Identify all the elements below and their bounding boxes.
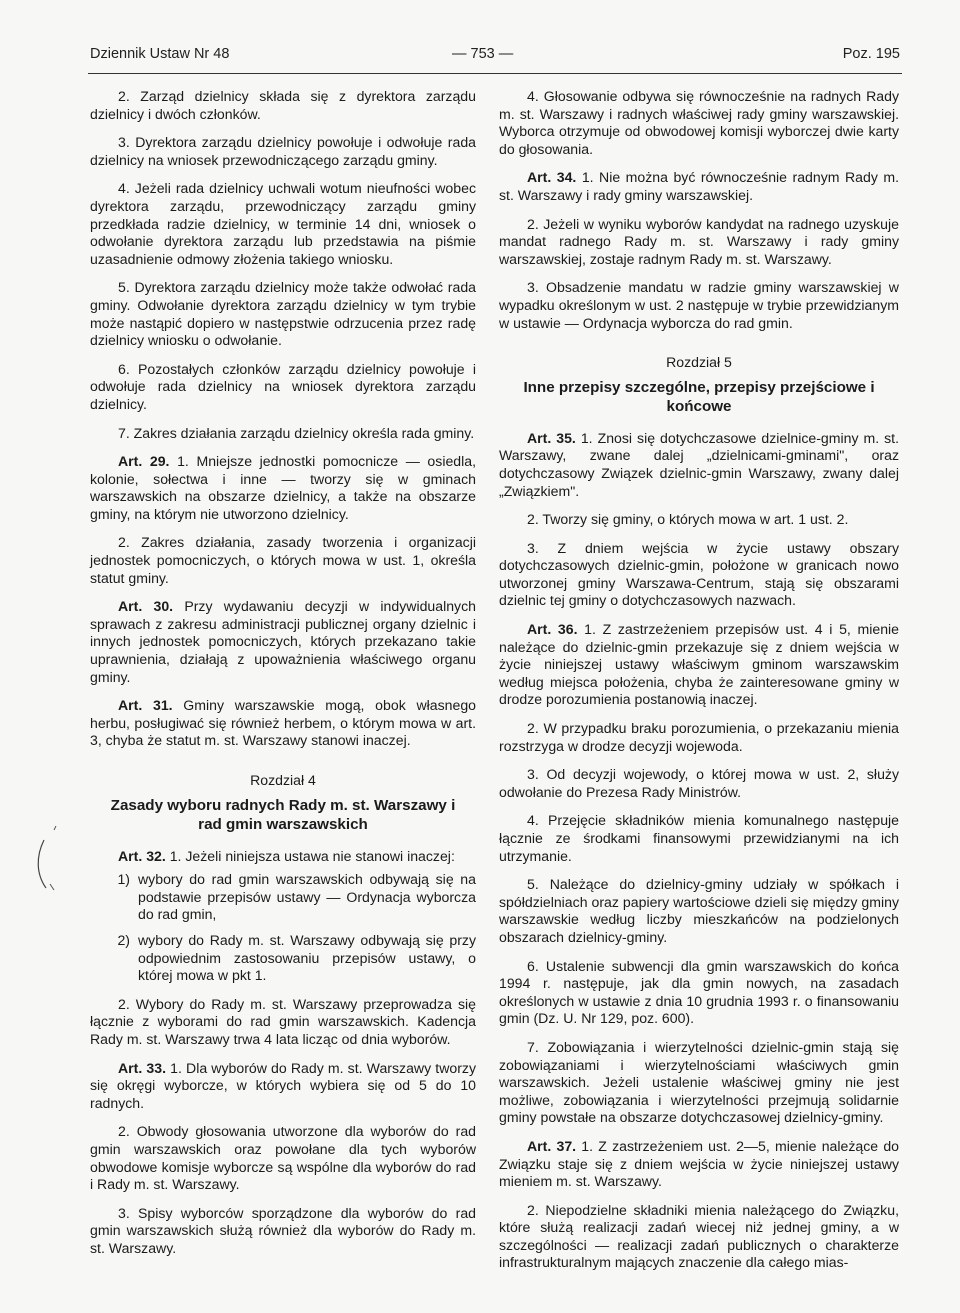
chapter-title: Inne przepisy szczególne, przepisy przejściowe i końcowe — [523, 378, 875, 415]
article-label: Art. 35. — [527, 429, 576, 446]
list-text: wybory do Rady m. st. Warszawy odbywają się przy odpowiednim zastosowaniu przepisów ustawy, o której mowa w pkt 1. — [138, 931, 476, 984]
article-label: Art. 33. — [118, 1059, 166, 1076]
header-rule — [88, 73, 902, 74]
article-31 — [90, 697, 476, 750]
paragraph: 4. Przejęcie składników mienia komunalnego następuje łącznie ze środkami finansowymi przewidzianymi na ich utrzymanie. — [499, 812, 899, 864]
list-number: 2) — [117, 931, 130, 948]
article-label: Art. 32. — [118, 847, 166, 864]
paragraph: 2. Niepodzielne składniki mienia należącego do Związku, które służą realizacji zadań wiecej niż jednej gminy, a w szczególności — realizacji zadań publicznych o charakterze infrastrukturalnym mających znaczenie dla całego mias- — [499, 1201, 899, 1271]
article-text: 1. Jeżeli niniejsza ustawa nie stanowi inaczej: — [165, 847, 455, 864]
paragraph: 3. Dyrektora zarządu dzielnicy powołuje i odwołuje rada dzielnicy na wniosek przewodniczącego zarządu gminy. — [90, 134, 476, 168]
paragraph: 4. Głosowanie odbywa się równocześnie na radnych Rady m. st. Warszawy i radnych właściwej rady gminy warszawskiej. Wyborca otrzymuje od obwodowej komisji wyborczej dwie karty do głosowania. — [499, 88, 899, 157]
left-column — [90, 88, 476, 1268]
paragraph: 2. Zarząd dzielnicy składa się z dyrektora zarządu dzielnicy i dwóch członków. — [90, 88, 476, 122]
paragraph: 3. Od decyzji wojewody, o której mowa w ust. 2, służy odwołanie do Prezesa Rady Ministrów. — [499, 766, 899, 800]
paragraph: 5. Należące do dzielnicy-gminy udziały w spółkach i spółdzielniach oraz papiery wartościowe dzieli się między gminy warszawskie według liczby mieszkańców na podzielonych obszarach dzielnicy-gminy. — [499, 876, 899, 945]
paragraph: 2. Tworzy się gminy, o których mowa w art. 1 ust. 2. — [527, 511, 849, 528]
paragraph: 6. Ustalenie subwencji dla gmin warszawskich do końca 1994 r. następuje, jak dla gmin nowych, na zasadach określonych w ustawie z dnia 10 grudnia 1993 r. o finansowaniu gmin (Dz. U. Nr 129, poz. 600). — [499, 957, 899, 1027]
paragraph: 2. W przypadku braku porozumienia, o przekazaniu mienia rozstrzyga w drodze decyzji wojewoda. — [499, 720, 899, 754]
paragraph: 5. Dyrektora zarządu dzielnicy może także odwołać rada gminy. Odwołanie dyrektora zarządu dzielnicy w tym trybie może nastąpić dopiero w następstwie odrzucenia przez radę dzielnicy wniosku o odwołanie. — [90, 279, 476, 349]
paragraph: 4. Jeżeli rada dzielnicy uchwali wotum nieufności wobec dyrektora zarządu, przewodniczący zarządu gminy przedkłada radzie dzielnicy, w terminie 14 dni, wniosek o odwołanie dyrektora zarządu lub przedstawia na piśmie uzasadnienie odmowy złożenia takiego wniosku. — [90, 180, 476, 267]
article-text: 1. Nie można być równocześnie radnym Rady m. st. Warszawy i rady gminy warszawskiej. — [499, 169, 900, 203]
article-text: 1. Dla wyborów do Rady m. st. Warszawy tworzy się okręgi wyborcze, w których wybiera się od 5 do 10 radnych. — [90, 1059, 476, 1111]
paragraph: 2. Wybory do Rady m. st. Warszawy przeprowadza się łącznie z wyborami do rad gmin warszawskich. Kadencja Rady m. st. Warszawy trwa 4 lata licząc od dnia wyborów. — [90, 995, 476, 1047]
article-text: Gminy warszawskie mogą, obok własnego herbu, posługiwać się również herbem, o którym mowa w art. 3, chyba że statut m. st. Warszawy stanowi inaczej. — [90, 697, 476, 749]
article-text: Przy wydawaniu decyzji w indywidualnych sprawach z zakresu administracji publicznej organy dzielnic i innych jednostek pomocniczych, których przekazano takie uprawnienia, działają z upoważnienia właściwego organu gminy. — [90, 598, 476, 685]
chapter-heading: Rozdział 4 — [250, 772, 316, 788]
paragraph: 7. Zakres działania zarządu dzielnicy określa rada gminy. — [118, 424, 475, 441]
journal-title: Dziennik Ustaw Nr 48 — [90, 46, 230, 62]
article-32 — [90, 848, 476, 866]
article-label: Art. 31. — [118, 697, 173, 714]
chapter-heading: Rozdział 5 — [666, 354, 732, 371]
article-34 — [499, 169, 899, 204]
paragraph: 3. Spisy wyborców sporządzone dla wyborów do rad gmin warszawskich służą również dla wyborów do Rady m. st. Warszawy. — [90, 1204, 476, 1256]
article-35 — [499, 430, 899, 500]
paragraph: 7. Zobowiązania i wierzytelności dzielnic-gmin stają się zobowiązaniami i wierzytelnościami właściwych gmin warszawskich. Jeżeli ustalenie właściwej gminy nie jest możliwe, zobowiązania i wierzytelności przejmują solidarnie gminy powstałe na obszarze dotychczasowej dzielnicy-gminy. — [499, 1038, 899, 1126]
article-29 — [90, 453, 476, 523]
paragraph: 3. Obsadzenie mandatu w radzie gminy warszawskiej w wypadku określonym w ust. 2 następuje w trybie przewidzianym w ustawie — Ordynacja wyborcza do rad gmin. — [499, 279, 899, 331]
article-text: 1. Z zastrzeżeniem przepisów ust. 4 i 5, mienie należące do dzielnic-gmin przekazuje się z dniem wejścia w życie niniejszej ustawy właściwym gminom warszawskim według miejsca położenia, chyba że zainteresowane gminy w drodze porozumienia postanowią inaczej. — [499, 621, 899, 708]
article-33 — [90, 1060, 476, 1113]
list-number: 1) — [117, 871, 130, 888]
paragraph: 2. Obwody głosowania utworzone dla wyborów do rad gmin warszawskich oraz powołane dla tych wyborów obwodowe komisje wyborcze są wspólne dla wyborów do rad i Rady m. st. Warszawy. — [90, 1123, 476, 1193]
paragraph: 2. Zakres działania, zasady tworzenia i organizacji jednostek pomocniczych, o których mowa w ust. 1, określa statut gminy. — [90, 534, 476, 586]
article-label: Art. 37. — [527, 1137, 577, 1154]
list-item — [90, 932, 476, 985]
page-number: — 753 — — [452, 46, 514, 62]
paragraph: 6. Pozostałych członków zarządu dzielnicy powołuje i odwołuje rada dzielnicy na wniosek dyrektora zarządu dzielnicy. — [90, 360, 476, 412]
margin-pencil-mark — [30, 822, 70, 902]
paragraph: 3. Z dniem wejścia w życie ustawy obszary dotychczasowych dzielnic-gmin, położone w granicach nowo utworzonej gminy Warszawa-Centrum, stają się obszarami dzielnic tej gminy o dotychczasowych nazwach. — [499, 539, 899, 609]
article-label: Art. 29. — [118, 453, 170, 470]
position-number: Poz. 195 — [842, 46, 900, 62]
article-label: Art. 36. — [527, 621, 578, 638]
list-item — [90, 871, 476, 924]
article-text: 1. Znosi się dotychczasowe dzielnice-gminy m. st. Warszawy, zwane dalej „dzielnicami-gminami", oraz dotychczasowy Związek dzielnic-gmin Warszawy, zwany dalej „Związkiem". — [499, 429, 900, 499]
article-30 — [90, 598, 476, 686]
right-column — [499, 88, 899, 1283]
article-36 — [499, 621, 899, 709]
running-header — [90, 46, 900, 74]
list-text: wybory do rad gmin warszawskich odbywają się na podstawie przepisów ustawy — Ordynacja wyborcza do rad gmin, — [138, 871, 476, 923]
article-label: Art. 30. — [118, 598, 174, 615]
article-text: 1. Z zastrzeżeniem ust. 2—5, mienie należące do Związku staje się z dniem wejścia w życie niniejszej ustawy mieniem m. st. Warszawy. — [499, 1137, 899, 1190]
chapter-title: Zasady wyboru radnych Rady m. st. Warszawy i rad gmin warszawskich — [110, 796, 456, 833]
article-label: Art. 34. — [527, 169, 577, 186]
article-37 — [499, 1138, 899, 1191]
article-text: 1. Mniejsze jednostki pomocnicze — osiedla, kolonie, sołectwa i inne — tworzy się w gminach warszawskich na obszarze dzielnicy, a także na obszarze gminy, na którym nie utworzono dzielnicy. — [90, 453, 477, 522]
paragraph: 2. Jeżeli w wyniku wyborów kandydat na radnego uzyskuje mandat radnego Rady m. st. Warszawy i rady gminy warszawskiej, zostaje radnym Rady m. st. Warszawy. — [499, 215, 899, 267]
